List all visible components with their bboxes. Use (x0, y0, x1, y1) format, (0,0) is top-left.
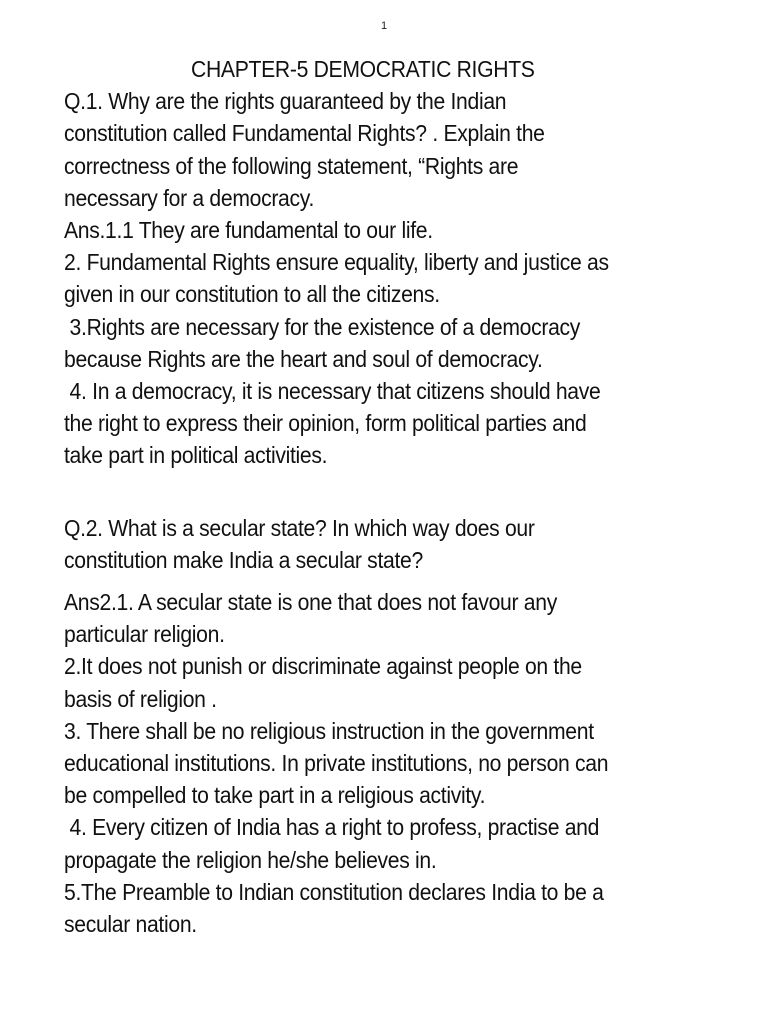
answer-1-line: Ans.1.1 They are fundamental to our life. (64, 217, 433, 244)
answer-2-line: basis of religion . (64, 685, 217, 712)
question-1-line: Q.1. Why are the rights guaranteed by the Indian (64, 88, 507, 115)
answer-2-line: 3. There shall be no religious instruction in the government (64, 717, 594, 744)
question-1-line: necessary for a democracy. (64, 184, 315, 211)
answer-1-line: given in our constitution to all the citizens. (64, 281, 440, 308)
question-1-line: constitution called Fundamental Rights? . Explain the (64, 120, 545, 147)
answer-2-line: 4. Every citizen of India has a right to profess, practise and (64, 814, 600, 841)
answer-1-line: the right to express their opinion, form political parties and (64, 410, 587, 437)
answer-2-line: 5.The Preamble to Indian constitution declares India to be a (64, 878, 604, 905)
document-body (64, 53, 753, 940)
answer-1-line: 2. Fundamental Rights ensure equality, liberty and justice as (64, 249, 609, 276)
answer-2 (64, 586, 753, 940)
answer-1-line: because Rights are the heart and soul of democracy. (64, 345, 543, 372)
paragraph-gap (64, 472, 753, 512)
question-1-line: correctness of the following statement, “Rights are (64, 152, 519, 179)
paragraph-gap (64, 576, 753, 586)
answer-2-line: propagate the religion he/she believes in. (64, 846, 437, 873)
chapter-title: CHAPTER-5 DEMOCRATIC RIGHTS (190, 56, 535, 82)
answer-1-line: 4. In a democracy, it is necessary that citizens should have (64, 378, 601, 405)
answer-2-line: secular nation. (64, 911, 197, 938)
page-number: 1 (380, 20, 388, 32)
question-2-line: constitution make India a secular state? (64, 546, 423, 573)
answer-2-line: educational institutions. In private institutions, no person can (64, 750, 609, 777)
question-2-line: Q.2. What is a secular state? In which way does our (64, 514, 535, 541)
answer-2-line: Ans2.1. A secular state is one that does not favour any (64, 589, 557, 616)
answer-1 (64, 214, 753, 472)
answer-2-line: particular religion. (64, 621, 225, 648)
answer-1-line: 3.Rights are necessary for the existence of a democracy (64, 313, 581, 340)
answer-2-line: 2.It does not punish or discriminate against people on the (64, 653, 582, 680)
question-1 (64, 85, 753, 214)
answer-1-line: take part in political activities. (64, 442, 328, 469)
answer-2-line: be compelled to take part in a religious activity. (64, 782, 486, 809)
question-2 (64, 512, 753, 576)
